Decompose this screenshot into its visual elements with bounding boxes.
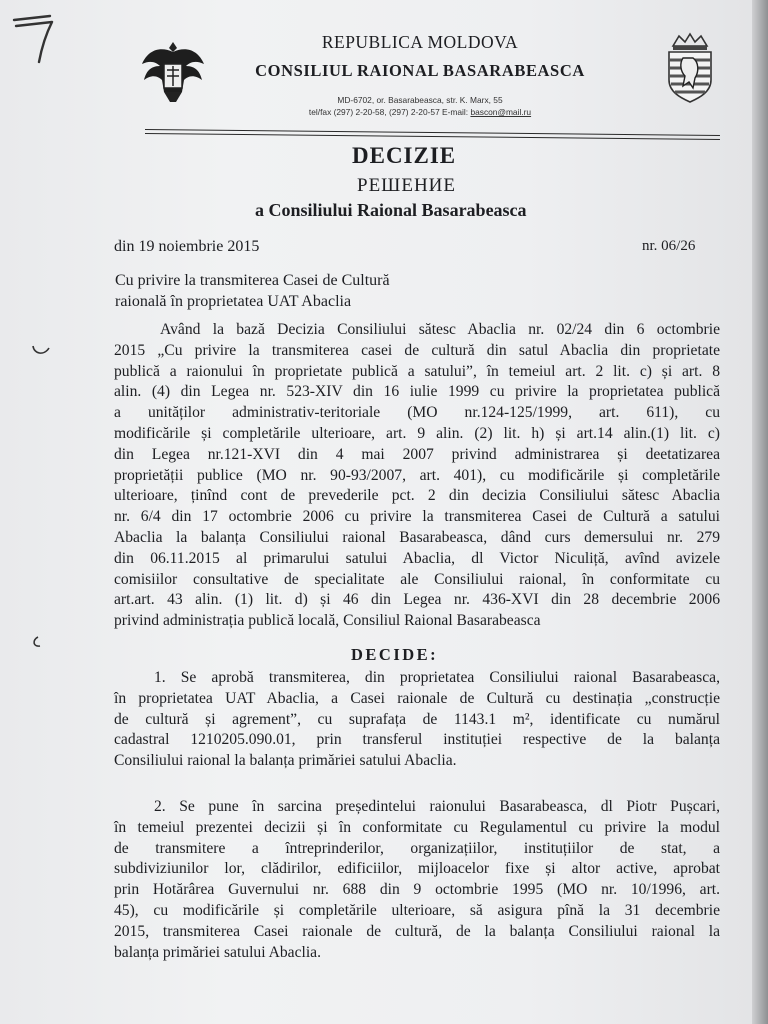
preamble-line: a unităților administrativ-teritoriale (MO nr.124-125/1999, art. 611), cu	[114, 404, 720, 422]
decision-number: nr. 06/26	[642, 238, 696, 254]
preamble-line: 2015 „Cu privire la transmiterea casei de cultură din satul Abaclia din proprietate	[114, 341, 720, 359]
point-1-line: cadastral 1210205.090.01, prin transferul instituției respective de la balanța	[114, 731, 720, 749]
decision-date: din 19 noiembrie 2015	[114, 238, 260, 255]
point-2-line: 2. Se pune în sarcina președintelui raionului Basarabeasca, dl Piotr Pușcari,	[154, 798, 720, 815]
preamble-line: din Legea nr.121-XVI din 4 mai 2007 privind administrarea și deetatizarea	[114, 445, 720, 463]
point-2-line: prin Hotărârea Guvernului nr. 688 din 9 octombrie 1995 (MO nr. 10/1996, art.	[114, 881, 720, 899]
preamble-line: privind administrația publică locală, Consiliul Raional Basarabeasca	[114, 612, 541, 630]
decision-subject	[115, 270, 390, 312]
council-name: CONSILIUL RAIONAL BASARABEASCA	[255, 61, 585, 80]
document-title: DECIZIE	[352, 143, 457, 168]
preamble-line: modificările și completările ulterioare, art. 9 alin. (2) lit. h) și art.14 alin.(1) lit. c)	[114, 424, 720, 442]
point-2-line: 2015, transmiterea Casei raionale de cultură, de la balanța Consiliului raional la	[114, 922, 720, 940]
point-2-line: subdiviziunilor lor, clădirilor, edificiilor, mijloacelor fixe și altor active, aprobat	[114, 860, 720, 878]
republic-name: REPUBLICA MOLDOVA	[321, 32, 519, 52]
preamble-line: din 06.11.2015 al primarului satului Abaclia, dl Victor Niculiță, avînd avizele	[114, 549, 720, 567]
preamble-line: Abaclia la balanța Consiliului raional Basarabeasca, dând curs demersului nr. 279	[114, 528, 720, 546]
handwritten-seven-mark	[6, 6, 66, 66]
document-issuer: a Consiliului Raional Basarabeasca	[255, 200, 527, 220]
page-shadow-edge	[752, 0, 768, 1024]
moldova-coat-of-arms-icon	[140, 36, 206, 108]
point-1-line: Consiliului raional la balanța primăriei satului Abaclia.	[114, 752, 457, 770]
point-1-line: de cultură și agrement”, cu suprafața de 1143.1 m², identificate cu numărul	[114, 710, 720, 728]
preamble-paragraph	[114, 320, 720, 632]
margin-tick-mark	[30, 342, 52, 358]
subject-line: Cu privire la transmiterea Casei de Cultură	[115, 272, 390, 289]
council-address: MD-6702, or. Basarabeasca, str. K. Marx, 55	[337, 95, 503, 105]
preamble-line: Având la bază Decizia Consiliului sătesc Abaclia nr. 02/24 din 6 octombrie	[160, 321, 720, 338]
point-1-paragraph	[114, 668, 720, 772]
point-1-line: 1. Se aprobă transmiterea, din proprietatea Consiliului raional Basarabeasca,	[154, 669, 720, 686]
preamble-line: art.art. 43 alin. (1) lit. d) și 46 din Legea nr. 436-XVI din 28 decembrie 2006	[114, 591, 720, 609]
decide-heading: DECIDE:	[351, 645, 439, 664]
point-2-line: în temeiul prezentei decizii și în conformitate cu Regulamentul cu privire la modul	[114, 818, 720, 836]
point-2-line: de transmitere a întreprinderilor, organizațiilor, instituțiilor de stat, a	[114, 839, 720, 857]
preamble-line: comisiilor consultative de specialitate ale Consiliului raional, în conformitate cu	[114, 570, 720, 588]
point-1-line: în proprietatea UAT Abaclia, a Casei raionale de Cultură cu destinația „construcție	[114, 689, 720, 707]
preamble-line: nr. 6/4 din 17 octombrie 2006 cu privire la transmiterea Casei de Cultură a satului	[114, 508, 720, 526]
margin-tick-mark	[30, 634, 52, 650]
preamble-line: proprietății publice (MO nr. 90-93/2007, art. 401), cu modificările și completările	[114, 466, 720, 484]
council-contacts	[225, 107, 615, 117]
basarabeasca-shield-icon	[665, 32, 715, 104]
contact-phone: tel/fax (297) 2-20-58, (297) 2-20-57 E-mail:	[308, 107, 471, 117]
document-title-russian: РЕШЕНИЕ	[357, 175, 456, 196]
preamble-line: publică a raionului în proprietate publică a satului”, în temeiul art. 2 lit. c) și art. 8	[114, 362, 720, 380]
preamble-line: alin. (4) din Legea nr. 523-XIV din 16 iulie 1999 cu privire la proprietatea publică	[114, 383, 720, 401]
subject-line: raională în proprietatea UAT Abaclia	[115, 293, 352, 310]
point-2-paragraph	[114, 797, 720, 963]
letterhead	[225, 28, 615, 117]
point-2-line: 45), cu modificările și completările ulterioare, să asigura pînă la 31 decembrie	[114, 901, 720, 919]
preamble-line: ulterioare, ținînd cont de prevederile pct. 2 din decizia Consiliului sătesc Abaclia	[114, 487, 720, 505]
point-2-line: balanța primăriei satului Abaclia.	[114, 943, 321, 961]
contact-email-link[interactable]: bascon@mail.ru	[470, 107, 532, 117]
